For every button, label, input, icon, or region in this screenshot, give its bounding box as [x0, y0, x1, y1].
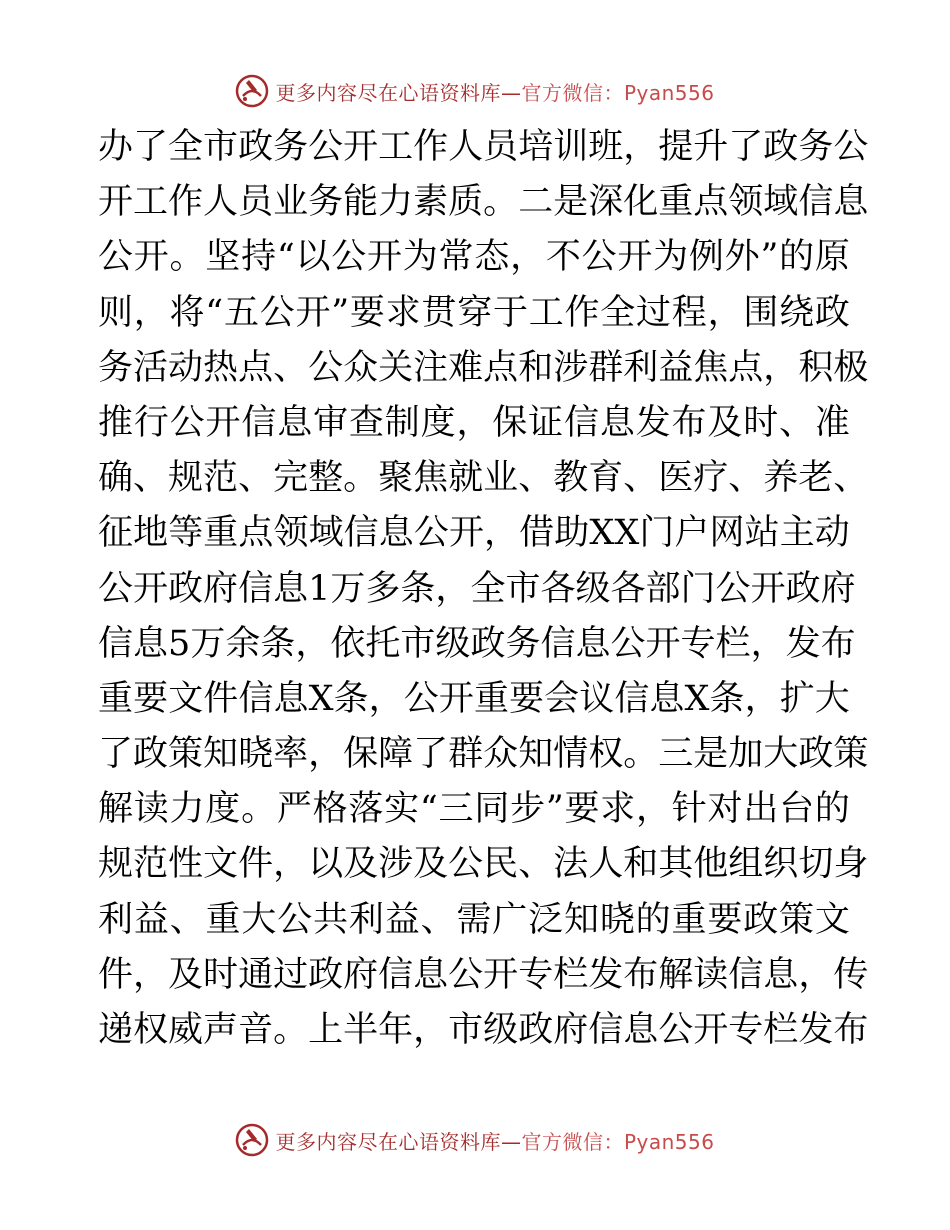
- header-banner-text: 更多内容尽在心语资料库—官方微信：Pyan556: [275, 80, 715, 105]
- footer-banner: [0, 1120, 950, 1160]
- logo-icon: [235, 1123, 269, 1157]
- footer-banner-text: 更多内容尽在心语资料库—官方微信：Pyan556: [275, 1129, 715, 1154]
- text-line: 开 工 作 人 员 业 务 能 力 素 质 。 二 是 深 化 重 点 领 域 信 息: [98, 182, 869, 223]
- text-line: 公 开 政 府 信 息 1 万 多 条 ， 全 市 各 级 各 部 门 公 开 政 府: [98, 568, 856, 609]
- text-line: 重 要 文 件 信 息 X 条 ， 公 开 重 要 会 议 信 息 X 条 ， 扩 大: [98, 678, 850, 719]
- text-line: 确 、 规 范 、 完 整 。 聚 焦 就 业 、 教 育 、 医 疗 、 养 老 、: [98, 458, 869, 499]
- text-line: 件 ， 及 时 通 过 政 府 信 息 公 开 专 栏 发 布 解 读 信 息 ， 传: [98, 954, 869, 995]
- text-line: 解 读 力 度 。 严 格 落 实 “ 三 同 步 ” 要 求 ， 针 对 出 台 的: [98, 789, 850, 830]
- text-line: 规 范 性 文 件 ， 以 及 涉 及 公 民 、 法 人 和 其 他 组 织 切 身: [98, 844, 869, 885]
- text-line: 递 权 威 声 音 。 上 半 年 ， 市 级 政 府 信 息 公 开 专 栏 发 布: [98, 1010, 869, 1050]
- text-line: 则 ， 将 “ 五 公 开 ” 要 求 贯 穿 于 工 作 全 过 程 ， 围 绕 政: [98, 292, 850, 333]
- text-line: 利 益 、 重 大 公 共 利 益 、 需 广 泛 知 晓 的 重 要 政 策 文: [98, 899, 850, 940]
- document-body: [98, 120, 869, 1058]
- text-line: 征 地 等 重 点 领 域 信 息 公 开 ， 借 助 X X 门 户 网 站 主 动: [98, 513, 850, 554]
- logo-icon: [235, 74, 269, 108]
- text-line: 公 开 。 坚 持 “ 以 公 开 为 常 态 ， 不 公 开 为 例 外 ” 的 原: [98, 237, 850, 278]
- text-line: 办 了 全 市 政 务 公 开 工 作 人 员 培 训 班 ， 提 升 了 政 务 公: [98, 127, 869, 167]
- text-line: 推 行 公 开 信 息 审 查 制 度 ， 保 证 信 息 发 布 及 时 、 准: [98, 402, 850, 443]
- text-line: 务 活 动 热 点 、 公 众 关 注 难 点 和 涉 群 利 益 焦 点 ， 积 极: [98, 347, 869, 388]
- header-banner: [0, 71, 950, 111]
- text-line: 了 政 策 知 晓 率 ， 保 障 了 群 众 知 情 权 。 三 是 加 大 政 策: [98, 734, 869, 775]
- text-line: 信 息 5 万 余 条 ， 依 托 市 级 政 务 信 息 公 开 专 栏 ， 发 布: [98, 623, 856, 664]
